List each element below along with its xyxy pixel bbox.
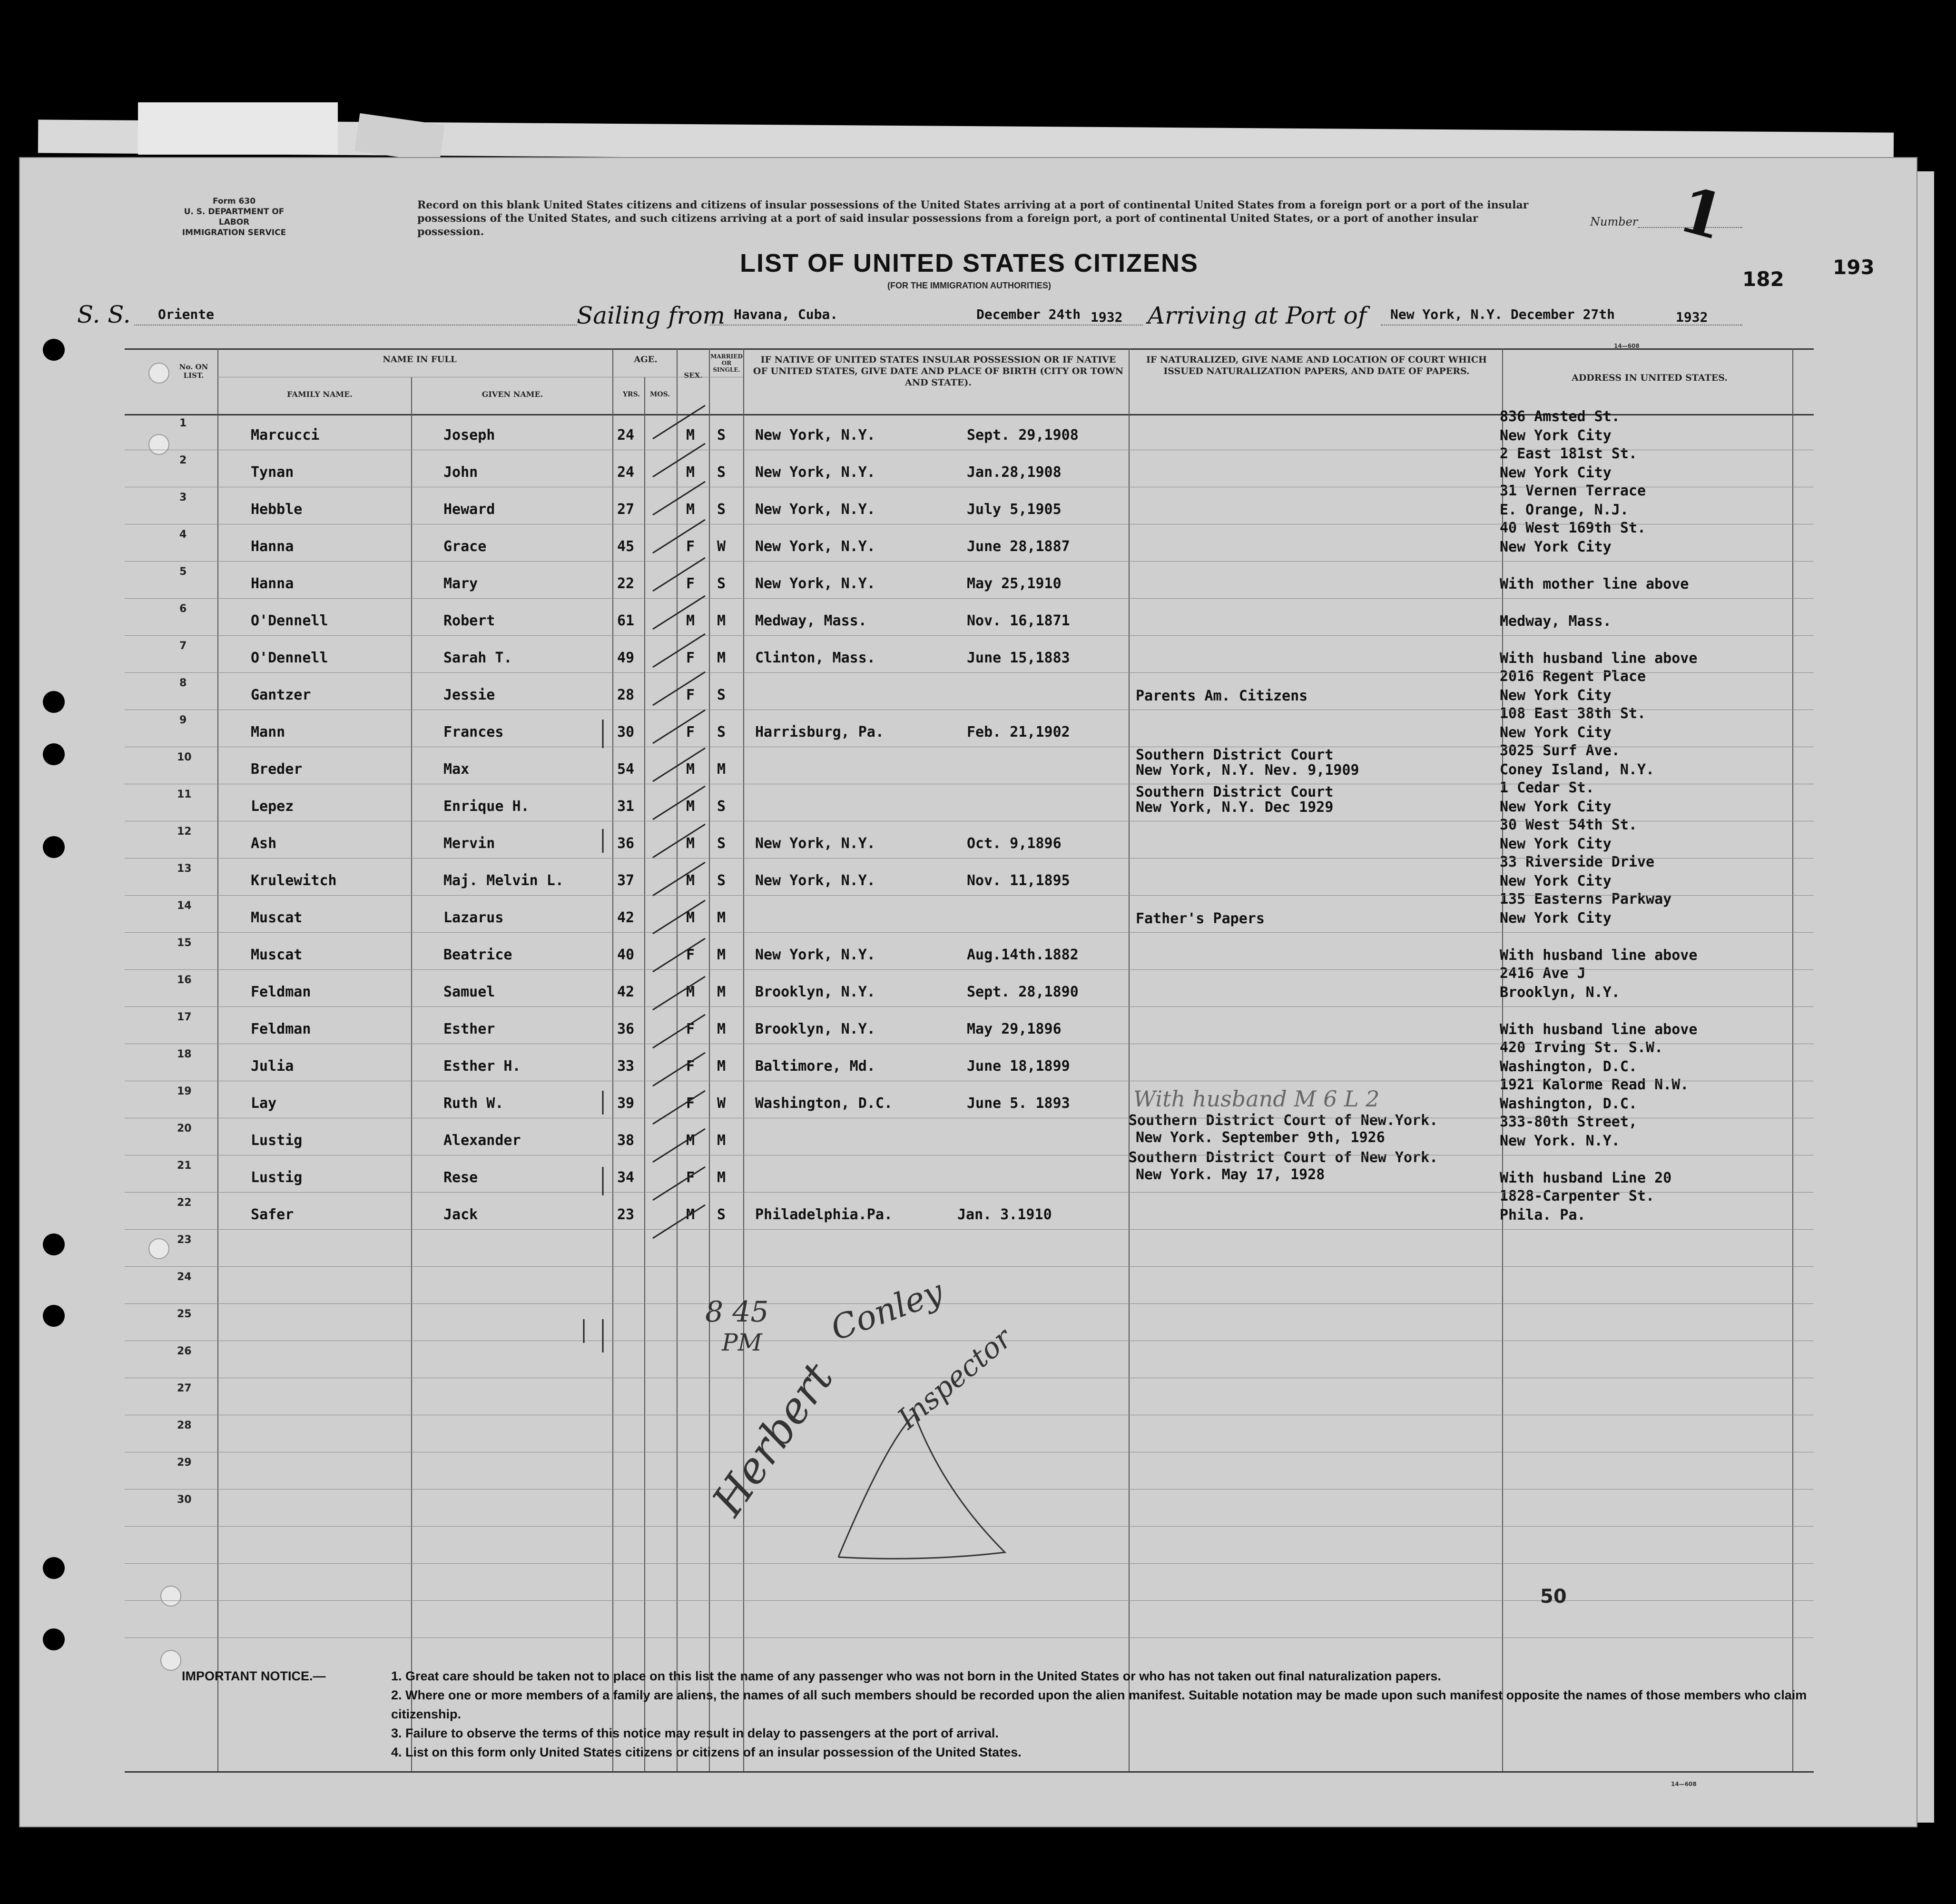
birth-place: New York, N.Y.: [755, 835, 875, 852]
address-2: Washington, D.C.: [1500, 1058, 1637, 1075]
sex: M: [686, 612, 695, 629]
address-1: 2016 Regent Place: [1500, 668, 1646, 685]
row-number: 2: [179, 454, 187, 466]
manifest-page: [19, 157, 1917, 1827]
header-name-in-full: NAME IN FULL: [383, 355, 457, 365]
address-2: With husband Line 20: [1500, 1170, 1672, 1186]
address-1: 3025 Surf Ave.: [1500, 742, 1620, 759]
marital-status: S: [717, 501, 726, 518]
given-name: Rese: [443, 1169, 478, 1186]
given-name: Joseph: [443, 427, 495, 444]
age-years: 42: [617, 909, 635, 926]
row-number: 27: [177, 1382, 192, 1394]
naturalization-1: Southern District Court: [1136, 784, 1334, 800]
row-number: 18: [177, 1048, 192, 1060]
address-1: 420 Irving St. S.W.: [1500, 1039, 1663, 1056]
given-name: Beatrice: [443, 947, 512, 963]
given-name: Ruth W.: [443, 1095, 504, 1112]
marital-status: M: [717, 650, 726, 666]
form-code: 14—608: [1614, 343, 1640, 349]
birth-place: Baltimore, Md.: [755, 1058, 875, 1075]
port-to: New York, N.Y. December 27th: [1390, 306, 1615, 322]
time-stamp-bottom: PM: [722, 1329, 762, 1356]
row-number: 14: [177, 900, 192, 912]
sex: F: [686, 575, 695, 592]
birth-date: July 5,1905: [967, 501, 1062, 518]
address-1: 1921 Kalorme Read N.W.: [1500, 1076, 1689, 1093]
marital-status: S: [717, 427, 726, 444]
birth-place: New York, N.Y.: [755, 575, 875, 592]
marital-status: M: [717, 909, 726, 926]
family-name: Hanna: [251, 575, 294, 592]
birth-date: Sept. 28,1890: [967, 984, 1079, 1000]
page-subtitle: (FOR THE IMMIGRATION AUTHORITIES): [887, 281, 1051, 290]
birth-date: June 15,1883: [967, 650, 1070, 666]
address-2: New York City: [1500, 910, 1612, 927]
birth-date: Oct. 9,1896: [967, 835, 1062, 852]
address-2: With husband line above: [1500, 650, 1698, 667]
header-naturalized: IF NATURALIZED, GIVE NAME AND LOCATION OF COURT WHICH ISSUED NATURALIZATION PAPERS, AND DATE OF PAPERS.: [1146, 355, 1487, 376]
address-1: 108 East 38th St.: [1500, 705, 1646, 722]
family-name: Ash: [251, 835, 277, 852]
row-number: 20: [177, 1123, 192, 1135]
birth-place: Medway, Mass.: [755, 612, 867, 629]
sex: M: [686, 1132, 695, 1149]
marital-status: M: [717, 984, 726, 1000]
address-2: New York City: [1500, 539, 1612, 555]
row-number: 9: [179, 714, 187, 726]
given-name: Esther H.: [443, 1058, 521, 1075]
sex: M: [686, 909, 695, 926]
age-years: 36: [617, 1021, 635, 1037]
age-years: 24: [617, 427, 635, 444]
family-name: Krulewitch: [251, 872, 337, 889]
family-name: Feldman: [251, 984, 311, 1000]
row-number: 1: [179, 417, 187, 429]
birth-date: May 29,1896: [967, 1021, 1062, 1037]
given-name: Jessie: [443, 687, 495, 703]
given-name: Grace: [443, 538, 487, 555]
family-name: Lepez: [251, 798, 294, 815]
naturalization-2: Father's Papers: [1136, 910, 1265, 927]
sailing-label: Sailing from: [577, 302, 726, 329]
header-mos: MOS.: [649, 391, 670, 398]
naturalization-2: New York. May 17, 1928: [1136, 1166, 1325, 1183]
birth-date: June 5. 1893: [967, 1095, 1070, 1112]
age-years: 38: [617, 1132, 635, 1149]
family-name: Julia: [251, 1058, 294, 1075]
birth-date: June 28,1887: [967, 538, 1070, 555]
notice-item: 4. List on this form only United States citizens or citizens of an insular possession of the United States.: [391, 1745, 1022, 1759]
age-years: 40: [617, 947, 635, 963]
address-1: 1 Cedar St.: [1500, 779, 1594, 796]
address-2: New York City: [1500, 799, 1612, 815]
sex: M: [686, 501, 695, 518]
row-number: 29: [177, 1457, 192, 1469]
marital-status: S: [717, 872, 726, 889]
marital-status: M: [717, 1132, 726, 1149]
age-years: 49: [617, 650, 635, 666]
age-years: 36: [617, 835, 635, 852]
row-number: 25: [177, 1308, 192, 1320]
given-name: Max: [443, 761, 470, 778]
family-name: O'Dennell: [251, 612, 328, 629]
address-2: With husband line above: [1500, 1021, 1698, 1038]
age-years: 45: [617, 538, 635, 555]
age-years: 34: [617, 1169, 635, 1186]
family-name: Mann: [251, 724, 285, 740]
naturalization-2: New York, N.Y. Nev. 9,1909: [1136, 762, 1359, 779]
age-years: 22: [617, 575, 635, 592]
marital-status: M: [717, 761, 726, 778]
address-1: 333-80th Street,: [1500, 1114, 1637, 1130]
age-years: 54: [617, 761, 635, 778]
address-1: 30 West 54th St.: [1500, 817, 1637, 833]
address-2: With husband line above: [1500, 947, 1698, 964]
sex: F: [686, 650, 695, 666]
birth-date: June 18,1899: [967, 1058, 1070, 1075]
header-age: AGE.: [634, 355, 658, 365]
address-1: 2 East 181st St.: [1500, 445, 1637, 462]
family-name: Hebble: [251, 501, 303, 518]
date-from: December 24th: [976, 306, 1081, 322]
row-number: 28: [177, 1420, 192, 1431]
sex: M: [686, 1206, 695, 1223]
header-married: MARRIED OR SINGLE.: [710, 353, 743, 373]
birth-place: Philadelphia.Pa.: [755, 1206, 893, 1223]
sex: M: [686, 872, 695, 889]
sex: F: [686, 724, 695, 740]
naturalization-1: Southern District Court of New York.: [1129, 1149, 1438, 1166]
marital-status: M: [717, 1169, 726, 1186]
notice-item: 1. Great care should be taken not to place on this list the name of any passenger who was not born in the United States or who has not taken out final naturalization papers.: [391, 1669, 1441, 1683]
row-number: 17: [177, 1011, 192, 1023]
naturalization-2: Parents Am. Citizens: [1136, 688, 1308, 704]
address-2: New York City: [1500, 687, 1612, 704]
given-name: Mervin: [443, 835, 495, 852]
address-2: New York City: [1500, 724, 1612, 741]
given-name: Lazarus: [443, 909, 504, 926]
notice-label: IMPORTANT NOTICE.—: [182, 1669, 326, 1683]
given-name: Frances: [443, 724, 504, 740]
family-name: Feldman: [251, 1021, 311, 1037]
torn-tab: [138, 102, 338, 155]
family-name: Lustig: [251, 1132, 303, 1149]
row-number: 19: [177, 1085, 192, 1097]
row-number: 8: [179, 677, 187, 689]
family-name: Hanna: [251, 538, 294, 555]
given-name: Samuel: [443, 984, 495, 1000]
marital-status: W: [717, 1095, 726, 1112]
marital-status: S: [717, 687, 726, 703]
address-2: Phila. Pa.: [1500, 1207, 1586, 1223]
birth-date: Sept. 29,1908: [967, 427, 1079, 444]
age-years: 31: [617, 798, 635, 815]
ship-name: Oriente: [158, 306, 215, 322]
naturalization-1: Southern District Court of New.York.: [1129, 1112, 1438, 1129]
address-2: New York City: [1500, 427, 1612, 444]
family-name: Breder: [251, 761, 303, 778]
given-name: Heward: [443, 501, 495, 518]
birth-date: Aug.14th.1882: [967, 947, 1079, 963]
birth-place: Brooklyn, N.Y.: [755, 984, 875, 1000]
port-from: Havana, Cuba.: [734, 306, 838, 322]
age-years: 24: [617, 464, 635, 481]
marital-status: S: [717, 1206, 726, 1223]
given-name: Esther: [443, 1021, 495, 1037]
header-birth: IF NATIVE OF UNITED STATES INSULAR POSSESSION OR IF NATIVE OF UNITED STATES, GIVE DATE AND PLACE OF BIRTH (CITY OR TOWN AND STATE).: [753, 355, 1124, 388]
family-name: Lay: [251, 1095, 277, 1112]
age-years: 28: [617, 687, 635, 703]
inspector-name: Conley: [826, 1272, 948, 1349]
marital-status: S: [717, 575, 726, 592]
marital-status: S: [717, 724, 726, 740]
address-1: 33 Riverside Drive: [1500, 854, 1655, 870]
row-number: 5: [179, 566, 187, 578]
family-name: Gantzer: [251, 687, 311, 703]
sex: M: [686, 464, 695, 481]
sex: F: [686, 1169, 695, 1186]
header-yrs: YRS.: [622, 391, 640, 398]
birth-date: Nov. 11,1895: [967, 872, 1070, 889]
page-number-alt: 193: [1833, 256, 1875, 279]
birth-place: Brooklyn, N.Y.: [755, 1021, 875, 1037]
address-1: 135 Easterns Parkway: [1500, 891, 1672, 908]
row-number: 4: [179, 529, 187, 541]
birth-place: New York, N.Y.: [755, 501, 875, 518]
address-2: Coney Island, N.Y.: [1500, 761, 1655, 778]
address-2: New York City: [1500, 836, 1612, 852]
marital-status: S: [717, 464, 726, 481]
birth-place: Washington, D.C.: [755, 1095, 893, 1112]
address-2: New York. N.Y.: [1500, 1133, 1620, 1149]
sex: M: [686, 798, 695, 815]
marital-status: M: [717, 612, 726, 629]
age-years: 23: [617, 1206, 635, 1223]
list-number: 1: [1671, 172, 1732, 255]
address-2: With mother line above: [1500, 576, 1689, 592]
ss-label: S. S.: [77, 301, 131, 328]
marital-status: M: [717, 947, 726, 963]
age-years: 61: [617, 612, 635, 629]
sex: M: [686, 984, 695, 1000]
given-name: Sarah T.: [443, 650, 512, 666]
form-number: Form 630: [212, 197, 256, 206]
sex: F: [686, 538, 695, 555]
torn-tab: [354, 113, 444, 163]
family-name: Muscat: [251, 947, 303, 963]
birth-place: Harrisburg, Pa.: [755, 724, 884, 740]
given-name: Mary: [443, 575, 478, 592]
birth-place: Clinton, Mass.: [755, 650, 875, 666]
birth-place: New York, N.Y.: [755, 427, 875, 444]
sex: F: [686, 687, 695, 703]
row-number: 22: [177, 1197, 192, 1209]
address-2: Medway, Mass.: [1500, 613, 1612, 630]
signature-flourish: [829, 1395, 1019, 1586]
family-name: Safer: [251, 1206, 294, 1223]
year-to: 1932: [1676, 309, 1708, 325]
notice-item: 2. Where one or more members of a family are aliens, the names of all such members should be recorded upon the alien manifest. Suitable notation may be made upon such manifest opposite the names of those members who claim citizenship.: [391, 1688, 1807, 1721]
address-2: Brooklyn, N.Y.: [1500, 984, 1620, 1001]
birth-date: Feb. 21,1902: [967, 724, 1070, 740]
address-1: 2416 Ave J: [1500, 965, 1586, 982]
family-name: Tynan: [251, 464, 294, 481]
address-2: New York City: [1500, 873, 1612, 889]
time-stamp-top: 8 45: [705, 1295, 769, 1329]
row-number: 6: [179, 603, 187, 615]
row-number: 30: [177, 1494, 192, 1506]
sex: F: [686, 947, 695, 963]
year-from: 1932: [1091, 309, 1123, 325]
age-years: 27: [617, 501, 635, 518]
age-years: 37: [617, 872, 635, 889]
naturalization-2: New York, N.Y. Dec 1929: [1136, 799, 1334, 816]
given-name: Alexander: [443, 1132, 521, 1149]
row-number: 10: [177, 751, 192, 763]
arriving-label: Arriving at Port of: [1148, 302, 1367, 329]
birth-place: New York, N.Y.: [755, 872, 875, 889]
given-name: Jack: [443, 1206, 478, 1223]
form-code-footer: 14—608: [1671, 1781, 1697, 1787]
birth-place: New York, N.Y.: [755, 947, 875, 963]
sex: M: [686, 761, 695, 778]
age-years: 39: [617, 1095, 635, 1112]
row-number: 23: [177, 1234, 192, 1246]
given-name: John: [443, 464, 478, 481]
naturalization-1: Southern District Court: [1136, 747, 1334, 763]
naturalization-2: New York. September 9th, 1926: [1136, 1129, 1385, 1146]
birth-date: May 25,1910: [967, 575, 1062, 592]
address-1: 1828-Carpenter St.: [1500, 1188, 1655, 1204]
address-1: 40 West 169th St.: [1500, 520, 1646, 536]
age-years: 42: [617, 984, 635, 1000]
header-sex: SEX.: [684, 371, 703, 380]
sex: M: [686, 427, 695, 444]
birth-place: New York, N.Y.: [755, 464, 875, 481]
number-label: Number: [1590, 215, 1638, 228]
row-number: 21: [177, 1160, 192, 1172]
sex: M: [686, 835, 695, 852]
marital-status: S: [717, 835, 726, 852]
header-no: No. ON LIST.: [179, 363, 208, 380]
row-number: 11: [177, 789, 192, 800]
row-number: 26: [177, 1345, 192, 1357]
row-number: 13: [177, 863, 192, 875]
row-number: 16: [177, 974, 192, 986]
marital-status: M: [717, 1021, 726, 1037]
birth-date: Jan.28,1908: [967, 464, 1062, 481]
inspector-title: Inspector: [891, 1322, 1019, 1436]
row-number: 3: [179, 492, 187, 503]
age-years: 30: [617, 724, 635, 740]
row-number: 12: [177, 826, 192, 838]
page-number: 182: [1742, 267, 1784, 291]
notice-item: 3. Failure to observe the terms of this notice may result in delay to passengers at the port of arrival.: [391, 1726, 999, 1740]
address-2: E. Orange, N.J.: [1500, 502, 1629, 518]
family-name: Muscat: [251, 909, 303, 926]
birth-date: Nov. 16,1871: [967, 612, 1070, 629]
family-name: Marcucci: [251, 427, 320, 444]
header-address: ADDRESS IN UNITED STATES.: [1572, 373, 1728, 383]
address-1: 836 Amsted St.: [1500, 408, 1620, 425]
row-number: 7: [179, 640, 187, 652]
address-2: Washington, D.C.: [1500, 1095, 1637, 1112]
page-title: LIST OF UNITED STATES CITIZENS: [740, 249, 1199, 277]
birth-date: Jan. 3.1910: [957, 1206, 1052, 1223]
marital-status: W: [717, 538, 726, 555]
address-1: 31 Vernen Terrace: [1500, 483, 1646, 499]
given-name: Maj. Melvin L.: [443, 872, 564, 889]
service-name: IMMIGRATION SERVICE: [182, 228, 286, 237]
given-name: Robert: [443, 612, 495, 629]
header-given-name: GIVEN NAME.: [482, 390, 543, 399]
handwritten-note: With husband M 6 L 2: [1133, 1086, 1380, 1112]
given-name: Enrique H.: [443, 798, 530, 815]
marital-status: M: [717, 1058, 726, 1075]
department-name: U. S. DEPARTMENT OF LABOR: [184, 207, 285, 227]
birth-place: New York, N.Y.: [755, 538, 875, 555]
marital-status: S: [717, 798, 726, 815]
page-total: 50: [1540, 1586, 1567, 1608]
sex: F: [686, 1021, 695, 1037]
row-number: 24: [177, 1271, 192, 1283]
record-instructions: Record on this blank United States citizens and citizens of insular possessions of the United States arriving at a port of continental United States from a foreign port or a port of the insular possessions of the United States, and such citizens arriving at a port of said insular possessions from a foreign port, a port of continental United States, or a port of another insular possession.: [417, 199, 1529, 238]
address-2: New York City: [1500, 464, 1612, 481]
header-family-name: FAMILY NAME.: [287, 390, 353, 399]
age-years: 33: [617, 1058, 635, 1075]
sex: F: [686, 1095, 695, 1112]
family-name: Lustig: [251, 1169, 303, 1186]
row-number: 15: [177, 937, 192, 949]
sex: F: [686, 1058, 695, 1075]
family-name: O'Dennell: [251, 650, 328, 666]
signature: Herbert: [702, 1353, 844, 1525]
